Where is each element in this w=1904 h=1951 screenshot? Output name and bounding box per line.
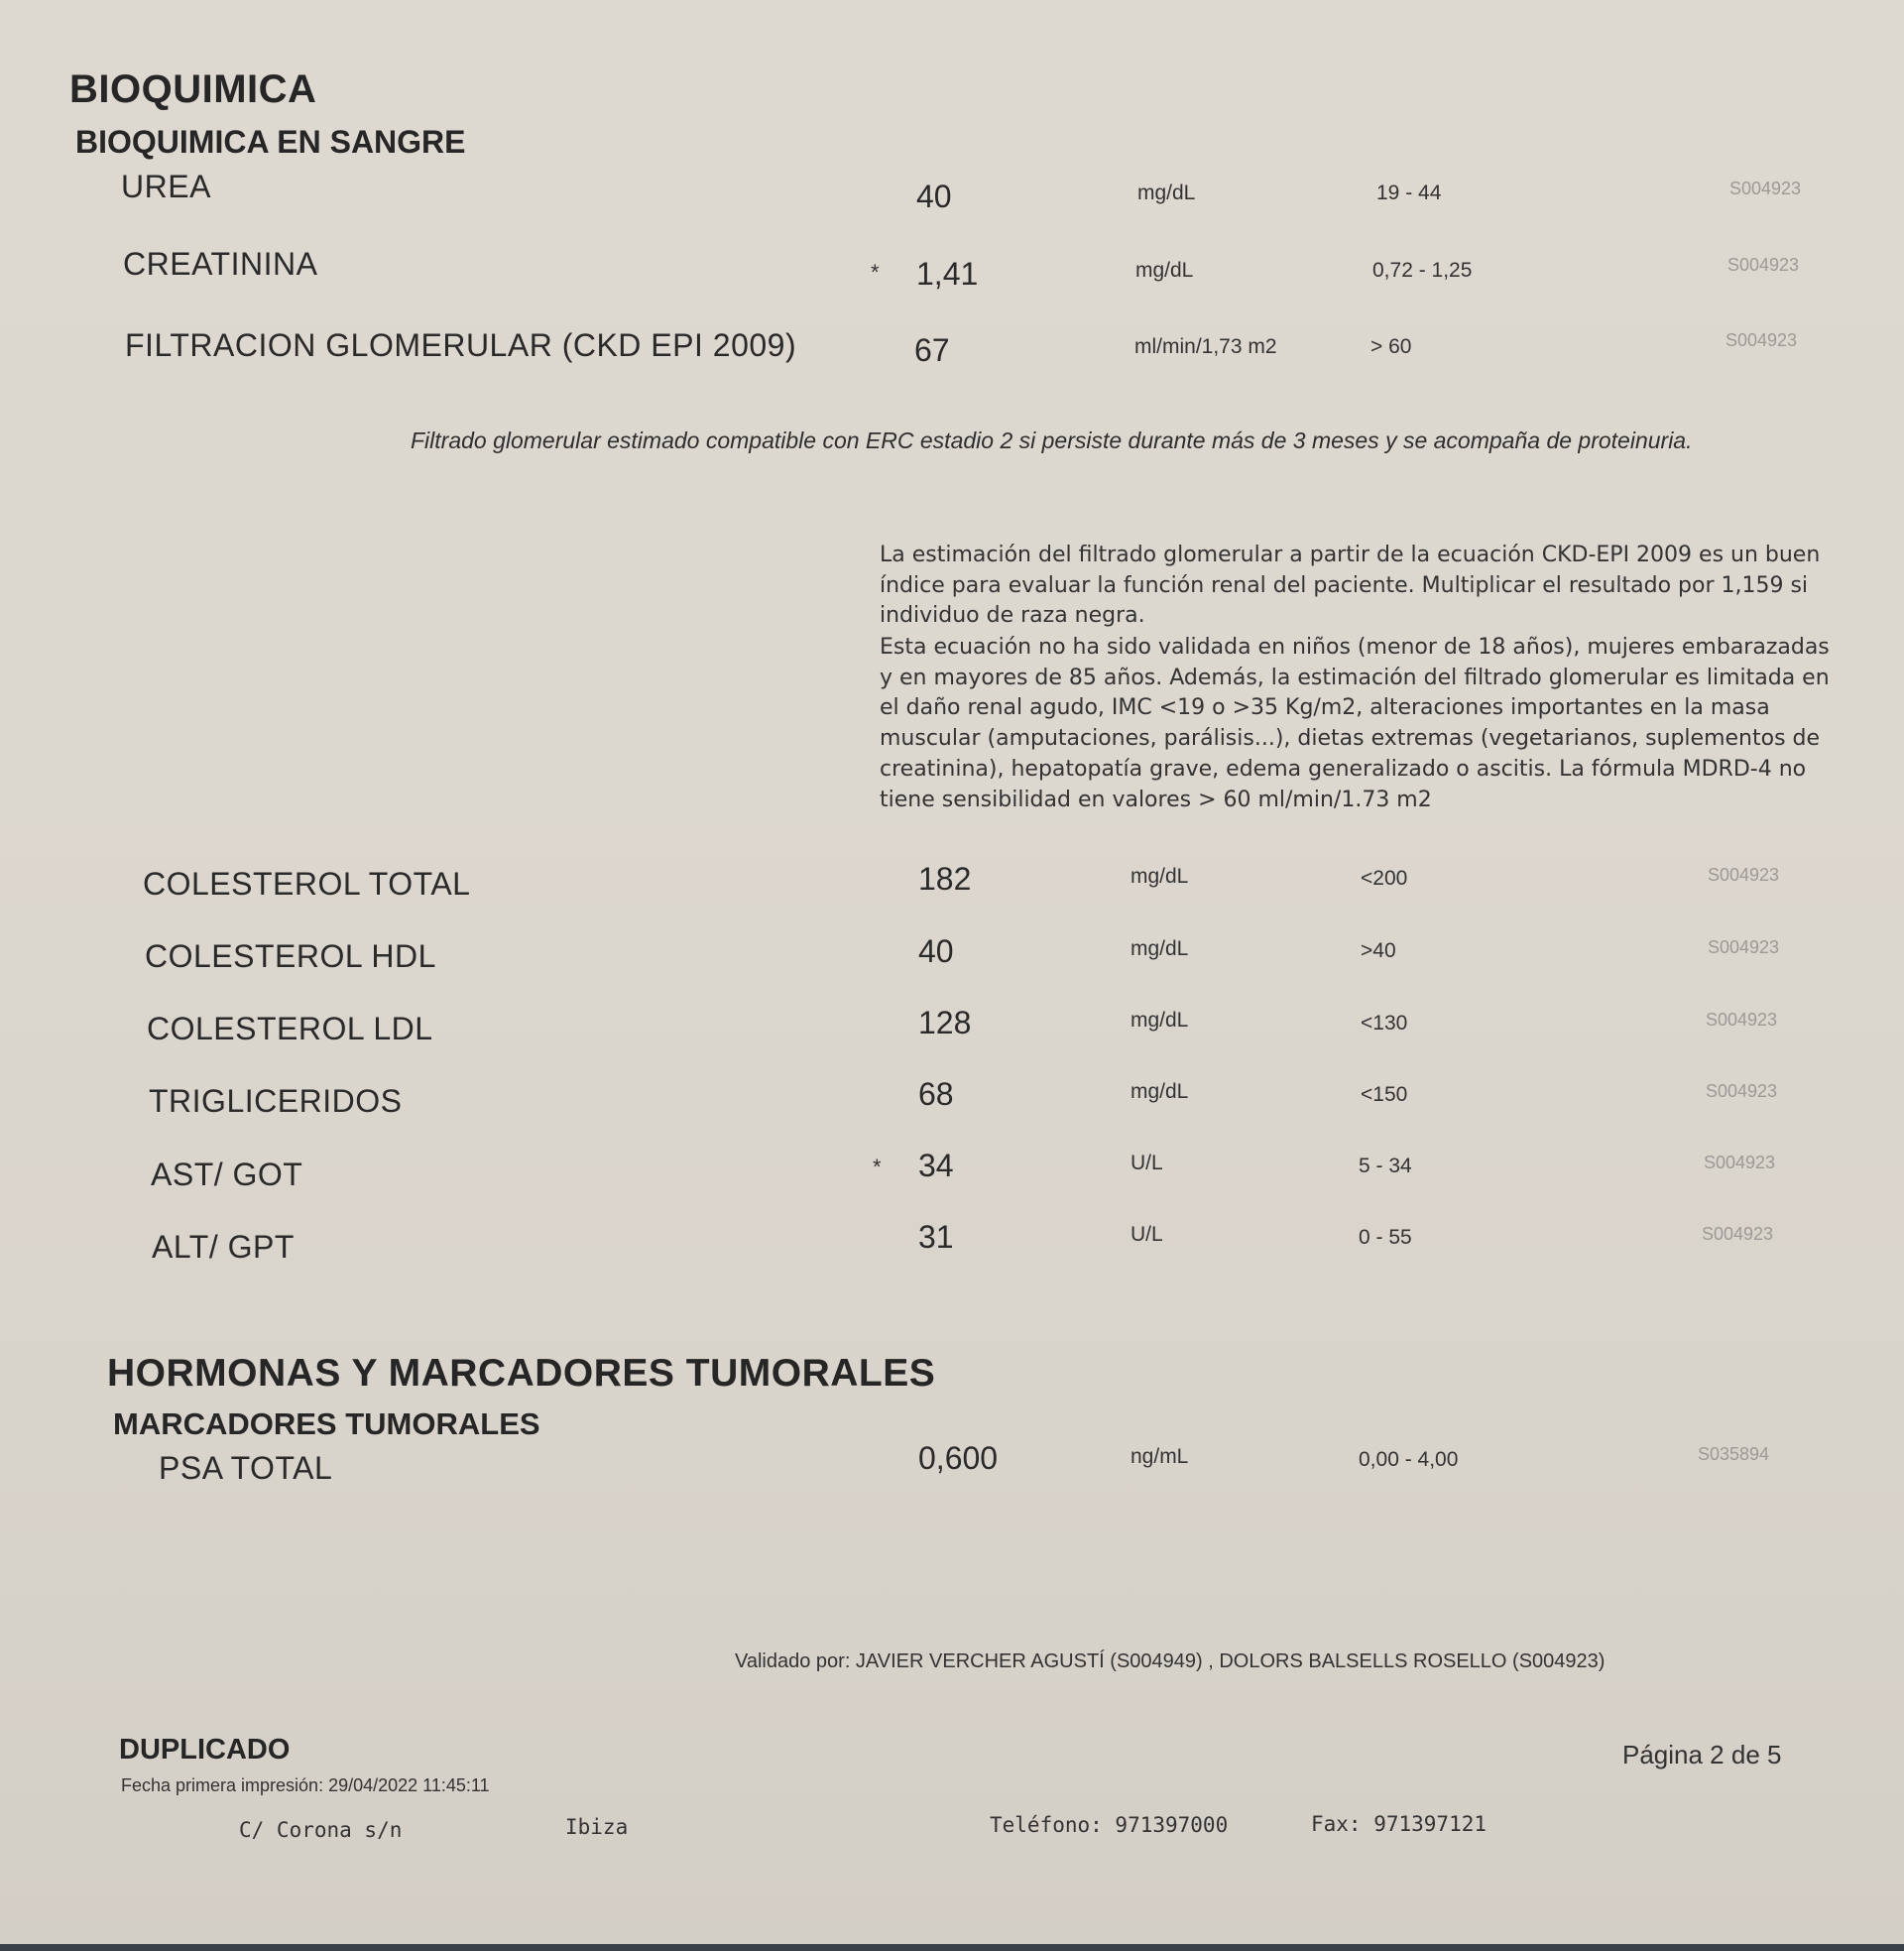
test-unit: mg/dL [1130, 865, 1189, 888]
abnormal-flag: * [871, 260, 880, 285]
ckd-epi-info-paragraph-1: La estimación del filtrado glomerular a partir de la ecuación CKD-EPI 2009 es un buen índice para evaluar la función renal del paciente. Multiplicar el resultado por 1,159 si individuo de raza negra. [880, 543, 1821, 629]
first-print-date: Fecha primera impresión: 29/04/2022 11:45:11 [121, 1775, 490, 1795]
test-reference: 0,72 - 1,25 [1372, 259, 1473, 282]
test-reference: 0 - 55 [1359, 1226, 1412, 1249]
test-reference: >40 [1361, 939, 1396, 962]
duplicate-label: DUPLICADO [119, 1734, 291, 1766]
test-value: 31 [918, 1219, 954, 1255]
validator-code: S004923 [1729, 179, 1802, 198]
validator-code: S004923 [1708, 937, 1780, 957]
test-name: AST/ GOT [151, 1157, 303, 1192]
test-reference: <200 [1361, 867, 1408, 890]
test-reference: 19 - 44 [1376, 182, 1442, 204]
validation-line: Validado por: JAVIER VERCHER AGUSTÍ (S004949) , DOLORS BALSELLS ROSELLO (S004923) [735, 1650, 1606, 1672]
test-reference: 0,00 - 4,00 [1359, 1448, 1459, 1471]
test-value: 34 [918, 1148, 954, 1183]
bottom-edge [0, 1944, 1904, 1951]
test-value: 67 [914, 332, 950, 368]
test-value: 128 [918, 1005, 972, 1040]
address: C/ Corona s/n [239, 1818, 403, 1842]
test-reference: > 60 [1370, 335, 1412, 358]
abnormal-flag: * [873, 1155, 882, 1179]
test-value: 40 [916, 179, 952, 214]
test-unit: mg/dL [1130, 1080, 1189, 1103]
test-reference: 5 - 34 [1359, 1155, 1412, 1177]
validator-code: S004923 [1708, 865, 1780, 885]
validator-code: S004923 [1727, 255, 1800, 275]
validator-code: S035894 [1698, 1444, 1770, 1464]
validator-code: S004923 [1702, 1224, 1774, 1244]
subsection-title-sangre: BIOQUIMICA EN SANGRE [75, 124, 466, 160]
subsection-title-marcadores: MARCADORES TUMORALES [113, 1406, 540, 1441]
test-value: 1,41 [916, 256, 979, 292]
test-name: FILTRACION GLOMERULAR (CKD EPI 2009) [125, 327, 797, 363]
ckd-epi-info-paragraph-2: Esta ecuación no ha sido validada en niños (menor de 18 años), mujeres embarazadas y en mayores de 85 años. Además, la estimación del filtrado glomerular es limitada en el daño renal agudo, IMC <19 o >35 Kg/m2, alteraciones importantes en la masa muscular (amputaciones, parálisis...), dietas extremas (vegetarianos, suplementos de creatinina), hepatopatía grave, edema generalizado o ascitis. La fórmula MDRD-4 no tiene sensibilidad en valores > 60 ml/min/1.73 m2 [880, 635, 1830, 812]
test-unit: mg/dL [1137, 182, 1196, 204]
test-name: COLESTEROL HDL [145, 938, 436, 974]
test-value: 0,600 [918, 1440, 999, 1476]
test-unit: mg/dL [1130, 937, 1189, 960]
test-unit: U/L [1130, 1223, 1163, 1246]
test-reference: <150 [1361, 1083, 1408, 1106]
test-name: COLESTEROL TOTAL [143, 866, 471, 902]
test-value: 40 [918, 933, 954, 969]
fax: Fax: 971397121 [1311, 1812, 1488, 1836]
section-title-bioquimica: BIOQUIMICA [69, 67, 317, 111]
test-name: PSA TOTAL [159, 1450, 333, 1486]
test-name: CREATININA [123, 246, 318, 282]
test-reference: <130 [1361, 1012, 1408, 1035]
phone: Teléfono: 971397000 [990, 1813, 1229, 1837]
test-value: 182 [918, 861, 972, 897]
test-name: UREA [121, 169, 211, 204]
test-value: 68 [918, 1076, 954, 1112]
test-unit: ml/min/1,73 m2 [1134, 335, 1277, 358]
test-unit: mg/dL [1130, 1009, 1189, 1032]
city: Ibiza [565, 1815, 629, 1839]
test-unit: ng/mL [1130, 1445, 1189, 1468]
validator-code: S004923 [1706, 1010, 1778, 1030]
validator-code: S004923 [1726, 330, 1798, 350]
test-unit: U/L [1130, 1152, 1163, 1174]
section-title-hormonas: HORMONAS Y MARCADORES TUMORALES [107, 1352, 936, 1395]
test-name: COLESTEROL LDL [147, 1011, 433, 1046]
test-unit: mg/dL [1135, 259, 1194, 282]
test-name: ALT/ GPT [152, 1229, 295, 1265]
test-name: TRIGLICERIDOS [149, 1083, 403, 1119]
gfr-interpretation-note: Filtrado glomerular estimado compatible con ERC estadio 2 si persiste durante más de 3 meses y se acompaña de proteinuria. [411, 427, 1693, 453]
validator-code: S004923 [1704, 1153, 1776, 1172]
page-number: Página 2 de 5 [1622, 1740, 1782, 1769]
validator-code: S004923 [1706, 1081, 1778, 1101]
